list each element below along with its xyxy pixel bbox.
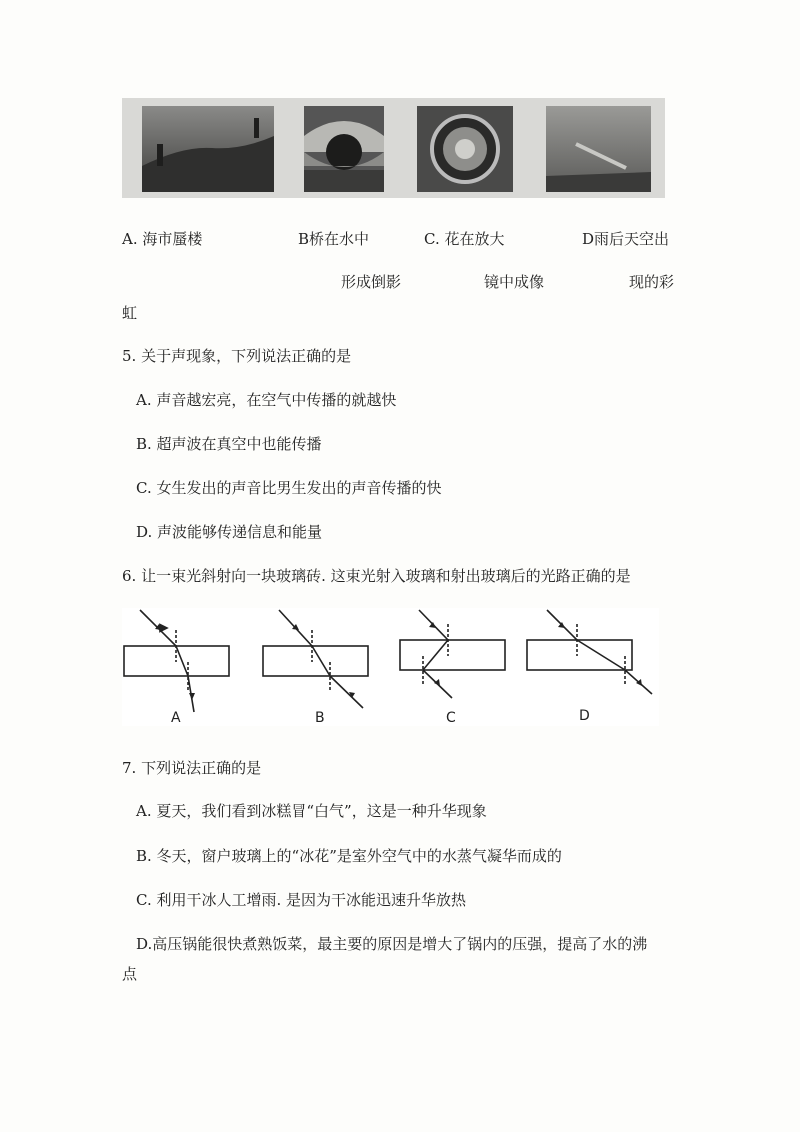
rainbow-image bbox=[546, 106, 651, 192]
q6-light-path-diagram bbox=[122, 608, 659, 726]
q4-option-d-cont: 现的彩 bbox=[629, 273, 675, 291]
diagram-a bbox=[124, 610, 229, 712]
diagram-label-c: C bbox=[446, 710, 456, 726]
diagram-label-a: A bbox=[171, 710, 181, 726]
q6-stem: 6. 让一束光斜射向一块玻璃砖. 这束光射入玻璃和射出玻璃后的光路正确的是 bbox=[122, 567, 631, 585]
q4-option-d-cont2: 虹 bbox=[122, 304, 138, 322]
q5-option-d: D. 声波能够传递信息和能量 bbox=[136, 523, 323, 541]
q5-stem: 5. 关于声现象，下列说法正确的是 bbox=[122, 347, 352, 365]
q7-option-d-cont: 点 bbox=[122, 965, 138, 983]
bridge-reflection-image bbox=[304, 106, 384, 192]
q4-option-d: D雨后天空出 bbox=[582, 230, 670, 248]
q5-option-a: A. 声音越宏亮，在空气中传播的就越快 bbox=[136, 391, 397, 409]
magnifier-flower-image bbox=[417, 106, 513, 192]
mirage-image bbox=[142, 106, 274, 192]
q5-option-c: C. 女生发出的声音比男生发出的声音传播的快 bbox=[136, 479, 442, 497]
q4-option-b-cont: 形成倒影 bbox=[341, 273, 402, 291]
q7-option-d: D.高压锅能很快煮熟饭菜，最主要的原因是增大了锅内的压强，提高了水的沸 bbox=[136, 935, 648, 953]
q4-option-a: A. 海市蜃楼 bbox=[122, 230, 203, 248]
q7-option-a: A. 夏天，我们看到冰糕冒“白气”，这是一种升华现象 bbox=[136, 802, 487, 820]
q7-option-c: C. 利用干冰人工增雨. 是因为干冰能迅速升华放热 bbox=[136, 891, 467, 909]
q7-stem: 7. 下列说法正确的是 bbox=[122, 759, 262, 777]
q4-photo-strip bbox=[122, 98, 665, 198]
diagram-c bbox=[400, 610, 505, 698]
q4-option-b: B桥在水中 bbox=[298, 230, 370, 248]
q4-option-c-cont: 镜中成像 bbox=[484, 273, 545, 291]
q5-option-b: B. 超声波在真空中也能传播 bbox=[136, 435, 322, 453]
diagram-label-d: D bbox=[579, 708, 590, 724]
diagram-d bbox=[527, 610, 652, 694]
diagram-label-b: B bbox=[315, 710, 325, 726]
q7-option-b: B. 冬天，窗户玻璃上的“冰花”是室外空气中的水蒸气凝华而成的 bbox=[136, 847, 562, 865]
q4-option-c: C. 花在放大 bbox=[424, 230, 505, 248]
